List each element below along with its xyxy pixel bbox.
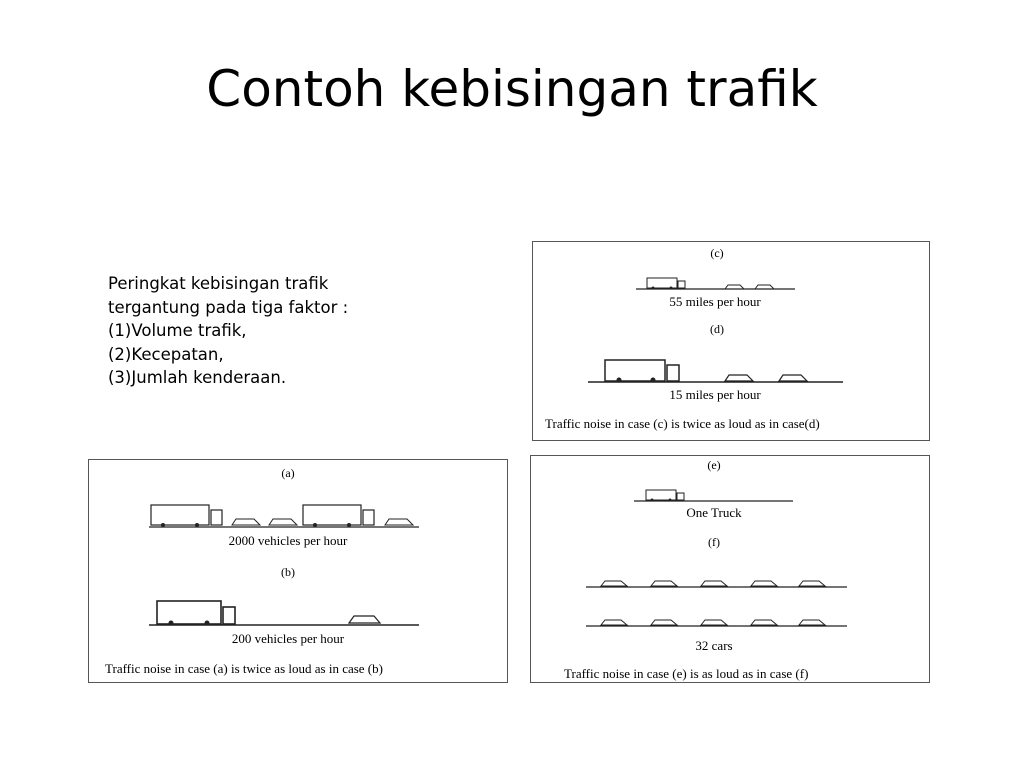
car-icon xyxy=(751,620,777,625)
car-icon xyxy=(755,285,774,289)
factor-item-volume: (1)Volume trafik, xyxy=(108,321,247,340)
truck-icon xyxy=(605,360,679,383)
car-icon xyxy=(651,620,677,625)
panel-volume-comparison xyxy=(88,459,508,683)
caption-d: 15 miles per hour xyxy=(669,387,761,402)
car-icon xyxy=(751,581,777,586)
caption-a: 2000 vehicles per hour xyxy=(228,533,348,548)
conclusion-ab: Traffic noise in case (a) is twice as loud as in case (b) xyxy=(105,661,383,676)
car-icon xyxy=(349,616,380,623)
car-icon xyxy=(725,375,753,381)
car-icon xyxy=(701,581,727,586)
car-icon xyxy=(269,519,297,525)
case-label-a: (a) xyxy=(281,466,295,480)
truck-icon xyxy=(303,505,374,527)
slide-title: Contoh kebisingan trafik xyxy=(206,60,818,118)
case-label-b: (b) xyxy=(281,565,295,579)
car-icon xyxy=(232,519,260,525)
factor-item-speed: (2)Kecepatan, xyxy=(108,344,224,364)
truck-icon xyxy=(647,278,685,290)
car-icon xyxy=(701,620,727,625)
caption-c: 55 miles per hour xyxy=(669,294,761,309)
conclusion-ef: Traffic noise in case (e) is as loud as in case (f) xyxy=(564,666,809,681)
caption-e: One Truck xyxy=(686,505,742,520)
panel-speed-comparison xyxy=(532,241,930,441)
truck-icon xyxy=(157,601,235,626)
car-icon xyxy=(779,375,807,381)
factor-intro-line-1: Peringkat kebisingan trafik xyxy=(108,274,329,293)
factor-list xyxy=(108,272,408,390)
car-icon xyxy=(385,519,413,525)
car-icon xyxy=(651,581,677,586)
conclusion-cd: Traffic noise in case (c) is twice as loud as in case(d) xyxy=(545,416,820,431)
case-label-d: (d) xyxy=(710,322,724,336)
truck-icon xyxy=(151,505,222,527)
car-icon xyxy=(799,620,825,625)
caption-b: 200 vehicles per hour xyxy=(231,631,345,646)
factor-item-count: (3)Jumlah kenderaan. xyxy=(108,368,287,387)
car-icon xyxy=(601,620,627,625)
car-icon xyxy=(725,285,744,289)
caption-f: 32 cars xyxy=(695,638,733,653)
panel-count-comparison xyxy=(530,455,930,683)
case-label-f: (f) xyxy=(708,535,720,549)
factor-intro-line-2: tergantung pada tiga faktor : xyxy=(108,297,349,317)
speed-illustration xyxy=(533,242,929,440)
truck-icon xyxy=(646,490,684,502)
car-icon xyxy=(799,581,825,586)
case-label-e: (e) xyxy=(707,458,721,472)
car-icon xyxy=(601,581,627,586)
case-label-c: (c) xyxy=(710,246,724,260)
